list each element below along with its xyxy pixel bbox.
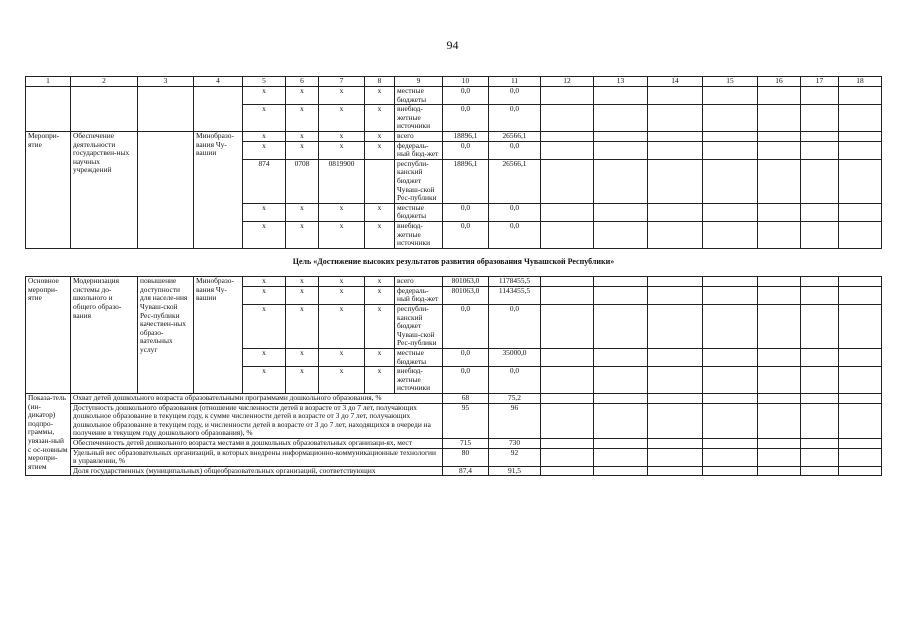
indicator-row	[26, 403, 882, 438]
cell-empty	[26, 87, 71, 132]
cell-value-11: 26566,1	[489, 159, 541, 203]
cell-source: республи-канский бюджет Чуваш-ской Рес-публики	[395, 305, 443, 349]
cell-c7: х	[319, 367, 365, 394]
cell-c7: х	[319, 87, 365, 105]
cell-c5: х	[243, 367, 286, 394]
cell-c6: х	[286, 203, 319, 221]
goal-row	[26, 248, 882, 277]
cell-source: федераль-ный бюд-жет	[395, 286, 443, 304]
cell-value-11: 0,0	[489, 305, 541, 349]
cell-c7: х	[319, 221, 365, 248]
cell-c6: х	[286, 305, 319, 349]
cell-c8: х	[365, 203, 395, 221]
cell-value-11: 35000,0	[489, 349, 541, 367]
col-num-3: 3	[138, 77, 194, 87]
cell-c5: 874	[243, 159, 286, 203]
cell-value-10: 18896,1	[443, 131, 489, 141]
cell-task	[138, 131, 194, 248]
cell-source: федераль-ный бюд-жет	[395, 141, 443, 159]
cell-c6: 0708	[286, 159, 319, 203]
cell-value-11: 730	[489, 438, 541, 448]
cell-value-10: 0,0	[443, 349, 489, 367]
table-row	[26, 131, 882, 141]
indicator-row	[26, 394, 882, 404]
cell-c8: х	[365, 277, 395, 287]
cell-c6: х	[286, 221, 319, 248]
col-num-2: 2	[71, 77, 138, 87]
column-numbers-row	[26, 77, 882, 87]
cell-c5: х	[243, 87, 286, 105]
cell-value-11: 0,0	[489, 141, 541, 159]
cell-c5: х	[243, 286, 286, 304]
cell-value-10: 801063,0	[443, 277, 489, 287]
cell-value-11: 0,0	[489, 105, 541, 132]
cell-value-11: 0,0	[489, 221, 541, 248]
cell-value-11: 0,0	[489, 87, 541, 105]
cell-value-10: 0,0	[443, 87, 489, 105]
cell-source: республи-канский бюджет Чуваш-ской Рес-публики	[395, 159, 443, 203]
cell-c8: х	[365, 221, 395, 248]
cell-c8: х	[365, 141, 395, 159]
cell-c5: х	[243, 349, 286, 367]
cell-value-10: 0,0	[443, 367, 489, 394]
cell-indicator-text: Доля государственных (муниципальных) общеобразовательных организаций, соответствующих	[71, 466, 443, 476]
col-num-18: 18	[839, 77, 882, 87]
cell-indicator-text: Доступность дошкольного образования (отношение численности детей в возрасте от 3 до 7 лет, получающих дошкольное образование в текущем году, к сумме численности детей в возрасте от 3 до 7 лет, получающих дошкольное образование в текущем году, и численности детей в возрасте от 3 до 7 лет, находящихся в очереди на получение в текущем году дошкольного образования), %	[71, 403, 443, 438]
col-num-15: 15	[703, 77, 758, 87]
cell-value-10: 80	[443, 448, 489, 466]
cell-c5: х	[243, 305, 286, 349]
cell-value-11: 1143455,5	[489, 286, 541, 304]
cell-c5: х	[243, 221, 286, 248]
cell-c8: х	[365, 87, 395, 105]
table-row	[26, 87, 882, 105]
cell-empty	[194, 87, 243, 132]
cell-value-11: 26566,1	[489, 131, 541, 141]
cell-source: внебюд-жетные источники	[395, 105, 443, 132]
cell-status: Меропри-ятие	[26, 131, 71, 248]
cell-value-11: 0,0	[489, 203, 541, 221]
cell-c7: х	[319, 141, 365, 159]
cell-c7: х	[319, 203, 365, 221]
col-num-10: 10	[443, 77, 489, 87]
col-num-7: 7	[319, 77, 365, 87]
cell-c7: х	[319, 349, 365, 367]
cell-c8: х	[365, 305, 395, 349]
cell-c8: х	[365, 286, 395, 304]
cell-event-name: Модернизация системы до-школьного и общего образо-вания	[71, 277, 138, 394]
cell-indicator-label: Показа-тель (ин-дикатор) подпро-граммы, увязан-ный с ос-новным меропри-ятием	[26, 394, 71, 476]
col-num-11: 11	[489, 77, 541, 87]
table-row	[26, 277, 882, 287]
cell-c7: х	[319, 277, 365, 287]
cell-empty	[138, 87, 194, 132]
cell-indicator-text: Охват детей дошкольного возраста образовательными программами дошкольного образования, %	[71, 394, 443, 404]
cell-c6: х	[286, 277, 319, 287]
cell-value-10: 18896,1	[443, 159, 489, 203]
cell-c8	[365, 159, 395, 203]
cell-source: местные бюджеты	[395, 203, 443, 221]
cell-source: всего	[395, 277, 443, 287]
goal-title: Цель «Достижение высоких результатов развития образования Чувашской Республики»	[26, 248, 882, 277]
cell-c7: х	[319, 305, 365, 349]
cell-value-10: 0,0	[443, 203, 489, 221]
cell-value-10: 801063,0	[443, 286, 489, 304]
program-table	[25, 76, 882, 476]
cell-source: всего	[395, 131, 443, 141]
col-num-5: 5	[243, 77, 286, 87]
cell-executor: Минобразо-вания Чу-вашии	[194, 131, 243, 248]
cell-c6: х	[286, 367, 319, 394]
cell-value-10: 87,4	[443, 466, 489, 476]
indicator-row	[26, 438, 882, 448]
cell-c5: х	[243, 277, 286, 287]
indicator-row	[26, 448, 882, 466]
cell-value-11: 0,0	[489, 367, 541, 394]
cell-value-10: 0,0	[443, 221, 489, 248]
cell-value-11: 91,5	[489, 466, 541, 476]
col-num-4: 4	[194, 77, 243, 87]
cell-value-11: 75,2	[489, 394, 541, 404]
cell-c6: х	[286, 131, 319, 141]
cell-executor: Минобразо-вания Чу-вашии	[194, 277, 243, 394]
col-num-9: 9	[395, 77, 443, 87]
cell-value-11: 92	[489, 448, 541, 466]
cell-value-10: 715	[443, 438, 489, 448]
cell-c8: х	[365, 131, 395, 141]
cell-c8: х	[365, 367, 395, 394]
cell-c5: х	[243, 105, 286, 132]
cell-c7: 0819900	[319, 159, 365, 203]
cell-c8: х	[365, 349, 395, 367]
cell-value-10: 0,0	[443, 305, 489, 349]
cell-indicator-text: Обеспеченность детей дошкольного возраста местами в дошкольных образовательных организаци-ях, мест	[71, 438, 443, 448]
col-num-16: 16	[758, 77, 801, 87]
col-num-8: 8	[365, 77, 395, 87]
cell-task: повышение доступности для населе-ния Чуваш-ской Рес-публики качествен-ных образо-вательных услуг	[138, 277, 194, 394]
cell-c8: х	[365, 105, 395, 132]
cell-c6: х	[286, 141, 319, 159]
page-number: 94	[446, 38, 459, 52]
cell-indicator-text: Удельный вес образовательных организаций, в которых внедрены информационно-коммуникационные технологии в управлении, %	[71, 448, 443, 466]
cell-event-name: Обеспечение деятельности государствен-ных научных учреждений	[71, 131, 138, 248]
indicator-row	[26, 466, 882, 476]
cell-value-10: 95	[443, 403, 489, 438]
col-num-13: 13	[594, 77, 648, 87]
cell-value-10: 0,0	[443, 105, 489, 132]
cell-status: Основное меропри-ятие	[26, 277, 71, 394]
cell-source: внебюд-жетные источники	[395, 367, 443, 394]
cell-c7: х	[319, 286, 365, 304]
cell-value-11: 1178455,5	[489, 277, 541, 287]
col-num-14: 14	[648, 77, 703, 87]
col-num-12: 12	[541, 77, 594, 87]
cell-c7: х	[319, 105, 365, 132]
cell-value-10: 68	[443, 394, 489, 404]
cell-c7: х	[319, 131, 365, 141]
cell-source: местные бюджеты	[395, 349, 443, 367]
cell-value-11: 96	[489, 403, 541, 438]
cell-c6: х	[286, 105, 319, 132]
col-num-6: 6	[286, 77, 319, 87]
cell-source: местные бюджеты	[395, 87, 443, 105]
cell-c5: х	[243, 141, 286, 159]
cell-c6: х	[286, 349, 319, 367]
cell-empty	[71, 87, 138, 132]
cell-c6: х	[286, 286, 319, 304]
cell-source: внебюд-жетные источники	[395, 221, 443, 248]
cell-c6: х	[286, 87, 319, 105]
cell-c5: х	[243, 131, 286, 141]
cell-value-10: 0,0	[443, 141, 489, 159]
col-num-17: 17	[801, 77, 839, 87]
cell-c5: х	[243, 203, 286, 221]
col-num-1: 1	[26, 77, 71, 87]
